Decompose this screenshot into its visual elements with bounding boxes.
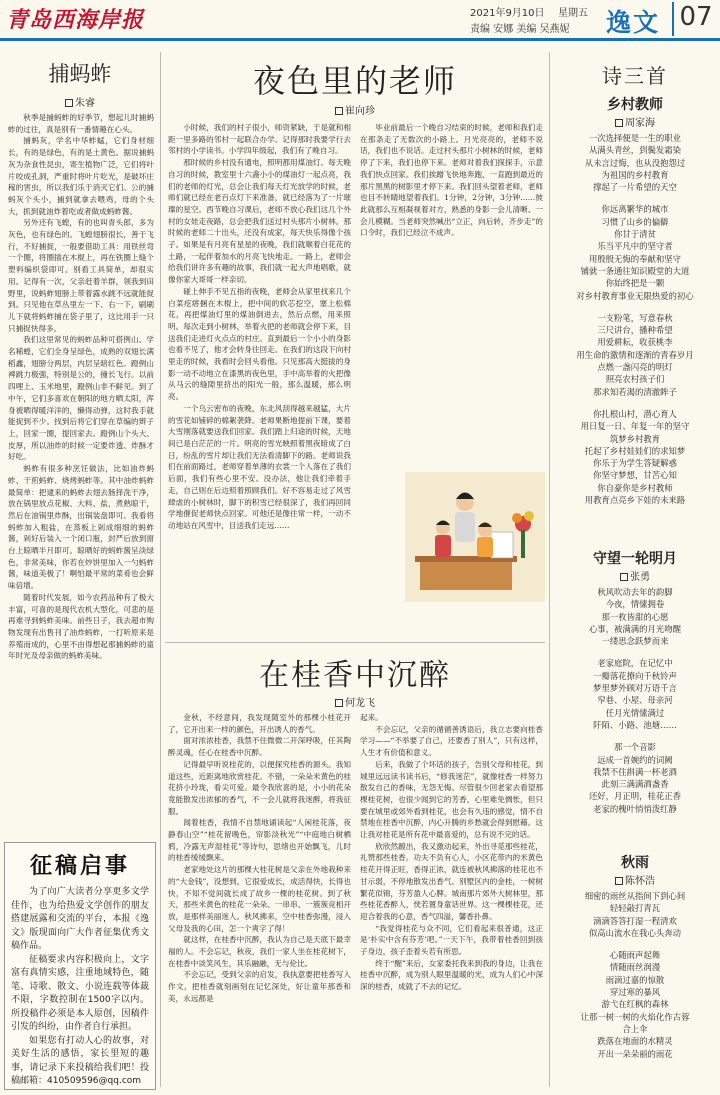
poem-line: 照亮农村孩子们	[605, 374, 665, 385]
poem-stanza	[554, 949, 716, 1060]
poem-line: 你甘于清贫	[614, 229, 656, 240]
poem-stanza	[554, 312, 716, 398]
poem-line: 你远离繁华的城市	[601, 204, 669, 215]
poem-title: 秋雨	[621, 855, 649, 871]
poem-line: 似高山流水在我心头奔动	[588, 927, 682, 938]
paragraph: 毕业前最后一个晚自习结束的时候，老师和我们走在那条走了无数次的小路上。月光亮亮的，老师不说话，我们也不说话。走过村头那片小树林的时候，老师停了下来，我们也停下来。老师对着我们探探手，示意我们快点回家。我们挨蹭飞快地奔跑，一直跑到最近的那片黑黑的树影里才停下来。我们回头望着老师，老师也目不转睛地望着我们。1分钟，2分钟，3分钟……彼此就那么互相凝视着对方，熟悉的身影一会儿清晰、一会儿模糊。当老师突然喊出“立正，向后转，齐步走”的口令时，我们已经泣不成声。	[360, 123, 543, 238]
poem-line: 那一个音影	[614, 742, 656, 753]
poem-line: 任月光情愫满过	[605, 707, 665, 718]
poem-line: 今夜，情愫拥卷	[605, 599, 665, 610]
notice-body	[5, 880, 155, 1089]
poem-line: 老家庭院，在记忆中	[597, 658, 673, 669]
poem-stanza	[554, 741, 716, 815]
poem-line: 三尺讲台，播种希望	[597, 325, 673, 336]
poem-line: 轻轻敲打青瓦	[609, 903, 661, 914]
poem-line: 托起了乡村娃娃们的求知梦	[584, 445, 686, 456]
poem-body	[554, 586, 716, 848]
paragraph: “我觉得桂花与众不同，它们看起来很普通，这正是‘朴实中含有芬芳’吧。”一天下午，我带着桂香回到孩子身边，孩子歪着头若有所思。	[360, 923, 543, 957]
poem-line: 梦里梦外顾对万语千言	[593, 683, 677, 694]
poem-line: 你乐于为学生答疑解惑	[593, 458, 677, 469]
issue-date: 2021年9月10日	[470, 8, 545, 19]
editor-credits: 责编 安娜 美编 吴燕妮	[470, 24, 570, 35]
poem-line: 用殷殷无悔的奉献和坚守	[588, 253, 682, 264]
paragraph: 闻着桂香，我情不自禁地诵读起“人闲桂花落，夜静春山空”“桂花留晚色，帘影淡秋光”“中庭地白树栖鸦，冷露无声湿桂花”等诗句，思绪也开始飘飞，儿时的桂香缓缓飘来。	[168, 818, 351, 863]
poem-line: 远成一首婉约的词阙	[597, 754, 673, 765]
section-divider	[165, 642, 545, 643]
poem-stanza	[554, 890, 716, 939]
article-author	[165, 102, 545, 117]
paragraph: 秋季是捕蚂蚱的好季节，想起儿时捕蚂蚱的过往，真是别有一番情趣在心头。	[8, 113, 154, 134]
poem-line: 还好，月正明，桂花正香	[588, 791, 682, 802]
newspaper-masthead: 青岛西海岸报	[6, 7, 145, 33]
article-body-col1	[168, 122, 351, 572]
poem-line: 心随雨声起舞	[609, 950, 661, 961]
poem-line: 细密的雨丝从指间下到心间	[584, 891, 686, 901]
poem-line: 让那一树一树的火焰化作古蓉	[580, 1011, 690, 1022]
poem-line: 用生命的激情和逐渐的青春岁月	[576, 349, 694, 360]
paragraph: 起来。	[360, 713, 383, 722]
poem-line: 乐当平凡中的坚守者	[597, 241, 673, 252]
column-divider	[160, 52, 161, 1087]
header-rule	[0, 38, 720, 41]
poem-line: 滴滴答答打湿一程清欢	[593, 915, 677, 926]
poem-stanza	[554, 586, 716, 647]
poem-line: 此刻三满满酒盏香	[601, 779, 669, 790]
page-header	[0, 0, 720, 40]
paragraph: 碰上伸手不见五指的夜晚，老师会从家里找来几个白菜疙瘩捆在木棍上，把中间的软芯挖空，塞上松棉花，再把煤油灯里的煤油倒进去，然后点燃，用来照明。每次走到小树林，举着火把的老师就会停下来，目送我们走进灯火点点的村庄。直到最后一个小小的身影也看不见了，他才会转身往回走。在我们的这段下向村里走的时候，我看时会回头看他。只见那高大挺拔的身影一动不动地立在漆黑的夜色里，手中高举着的火把像从马云的缝隙里挤出的阳光一般，那么温暖，那么明亮。	[168, 286, 351, 402]
poem-stanza	[554, 203, 716, 301]
paragraph: 小时候，我们的村子很小，师资紧缺，于是就和相距一里多路的邻村一起联合办学。记得那时我要学行去邻村的小学读书。小学四年级起，我们有了晚自习。	[168, 123, 351, 156]
paragraph: 另外还有飞蝗，有的也叫青头郎，多为灰色，也有绿色的。飞蝗翅膀很长，善于飞行，不好捕捉，一般要借助工具：用铁丝弯一个圈，将圈插在木棍上，再在铁圈上缝个塑料编织袋即可。别看工具简单，却很实用。记得有一次，父亲赶着羊群，领我到田野里，说蚂蚱翅膀上带着露水跳不远就能捉到。只见他在草丛里左一下、右一下，刷刷儿下就将蚂蚱捕在袋子里了，这比用手一只只捕捉快得多。	[8, 218, 154, 333]
paragraph: 老家地处这片的那棵大桂花树是父亲在外地栽种来的“大金钱”，没想到，它很爱成长，成活得快，长得也快，不知不觉间就长成了故乡一棵的桂花树。到了秋天，那些米黄色的桂花一朵朵、一串串、一簇簇竞相开放，是那样美丽迷人。秋风拂来，空中桂香弥漫，浸入父母及我的心田，怎一个爽字了得！	[168, 865, 351, 933]
poem-line: 窄巷、小屋、母亲河	[597, 695, 673, 706]
issue-weekday: 星期五	[558, 8, 588, 19]
poem-line: 穿过寒的暴风	[609, 987, 661, 998]
poem-line: 撑起了一片希望的天空	[593, 182, 677, 193]
author-name: 朱睿	[75, 98, 95, 109]
paragraph: 一个乌云密布的夜晚，东北风刮得越来越猛，大片的雪花如铺碎的棉絮袭降。老师果断地提前下课，要着大雪刚落就要送我们回家。我们踏上归途的时候，天地间已是白茫茫的一片。明亮的雪光映照着黑夜暗成了白日，纷乱的雪片却让我们无法看清脚下的路。老师说我们在前面路过，老师穿着单薄的衣裳一个人落在了我们后面，我们有些心里不安。没办法，他让我们牵着手走，自己则在后边照着照顾我们。好不容易走过了风雪肆虐的小树林时，脚下的积雪已经很深了，我们再回同学地催促老师快点回家。可他还是像往常一样，一动不动地站在风雪中，目送我们走远……	[168, 403, 351, 530]
poem-line: 用教育点亮乡下娃的未来路	[584, 495, 686, 506]
poem-line: 铺就一条通往知识殿堂的大道	[580, 265, 690, 276]
poem-line: 合上伞	[622, 1023, 648, 1034]
poem-line: 跌落在地面的水精灵	[597, 1036, 673, 1047]
poem-body	[554, 132, 716, 540]
paragraph: 征稿要求内容积极向上，文字富有真情实感，注重地域特色，随笔、诗歌、散文、小说连载等体裁不限，字数控制在1500字以内。所投稿件必须是本人原创，因稿件引发的纠纷，由作者自行承担。	[11, 954, 149, 1032]
poem-author	[552, 114, 718, 129]
author-name: 陈怀浩	[625, 876, 655, 887]
poem-line: 你始终把是一颗	[605, 278, 665, 289]
paragraph: 不会忘记，父亲的循循善诱语后，我立志要向桂香学习——“不举要了自己，还要香了别人”，只有这样，人生才有价值和意义。	[360, 724, 543, 758]
column-divider	[549, 52, 550, 1087]
paragraph: 金秋，不经意间，我发现随室外的那棵小桂花开了，它开出来一样的颜色，开出诱人的香气。	[168, 713, 351, 734]
paragraph: 终于“醒”来后，女家委托我来到我的身边，让我在桂香中沉醉，成为别人眼里温暖的光，成为人们心中深深的桂香，成就了不去的记忆。	[360, 958, 543, 992]
poem-stanza	[554, 408, 716, 506]
poem-line: 从未言过悔，也从没抱怨过	[584, 157, 686, 168]
poem-line: 你坚守梦想，甘苦心知	[593, 470, 677, 481]
poem-line: 对乡村教育事业无限热爱的初心	[576, 290, 694, 301]
author-name: 周家海	[625, 118, 655, 129]
poem-line: 你自豪你是乡村教师	[597, 482, 673, 493]
poem-body	[554, 890, 716, 1092]
poem-line: 老家的槐叶悄悄泼红静	[593, 803, 677, 814]
page-number: 07	[672, 2, 718, 36]
poem-stanza	[554, 657, 716, 731]
article-title: 夜色里的老师	[252, 62, 457, 100]
poem-line: 为祖国的乡村教育	[601, 169, 669, 180]
poem-line: 你扎根山村，潜心育人	[593, 408, 677, 419]
poem-line: 一支粉笔，写意春秋	[597, 312, 673, 323]
article-body-col2	[360, 712, 543, 1090]
poem-line: 习惯了山乡的偏僻	[601, 216, 669, 227]
poem-line: 秋风吹动去年的韵脚	[597, 587, 673, 597]
article-author	[165, 694, 545, 709]
poem-line: 从满头青丝，到鬓发霜染	[588, 145, 682, 156]
illustration-graphic	[405, 472, 545, 602]
article-body-col1	[168, 712, 351, 1090]
paragraph: 捕蚂灰，学名中华蚱蜢，它们身材细长，有的是绿色，有的是土黄色。据说捕蚂灰为杂食性昆虫，寄生植物广泛，它们将叶片咬成孔洞，严重时将叶片吃光，是破坏庄稼的害虫，所以我们乐于消灭它们。公的捕蚂灰个头小，捕到就拿去喂鸡，母的个头大，抓到就油炸着吃或者做成蚂蚱酱。	[8, 136, 154, 216]
paragraph: 如果您有打动人心的故事，对美好生活的感悟，家长里短的趣事，请记录下来投稿给我们吧！投稿邮箱：410509596@qq.com	[11, 1035, 149, 1086]
article-title: 捕蚂蚱	[48, 62, 112, 86]
article-body	[8, 112, 154, 834]
poem-line: 我禁不住斟满一杯老酒	[593, 766, 677, 777]
section-name: 逸文	[606, 8, 661, 37]
poem-line: 那求知若渴的清澈眸子	[593, 386, 677, 397]
poem-line: 一次选择便是一生的职业	[588, 133, 682, 143]
notice-title: 征稿启事	[29, 854, 130, 879]
paragraph: 我们这里常见的蚂蚱品种可搭例山、学名稀蝗，它们全身呈绿色，成熟的双翅长满稻鑫，翅膀分两层，内层呈暗红色。蹬例山裨跳力极强，特别是公的，撞长飞行。以前四哩上、玉米地里，蹬例山非不鲜见。到了中午，它们多喜欢在朝阳的地方晒太阳，浑身被晒得暖洋洋的，懒得动弹，这时我手就能捉到不少。找到后将它们穿在草编的辫子上，回家一圈，提回家去。蹬例山个头大、皮厚，所以油炸的时候一定要炸透、炸酥才好吃。	[8, 335, 154, 462]
paragraph: 随着时代发展，如今农药品种有了极大丰富，可喜的是现代农机大型化，可悲的是再难寻到蚂蚱美味。前些日子，我去超市购物发现有出售刊了油炸蚂蚱，一打听原来是养殖而成的，心里不由得想起那捕蚂蚱的童年时光及母亲做的蚂蚱美味。	[8, 592, 154, 661]
poem-title: 乡村教师	[607, 97, 663, 113]
paragraph: 欣欣然踱出，我又激动起来，外出寻觅那些桂花，礼赞那些桂香。功夫不负有心人，小区花带内的米黄色桂花开得正旺，香得正浓，就连被秋风拂落的桂花也不甘示弱，不停地散发出香气。别墅区内的金桂，一树树繁花似锦，芬芳盈人心脾。城南那片郊外大树林里，那些桂花香醉人，恍若置身童话世界。这一棵棵桂花，还迎合着我的心意，香气四溢，馨香扑鼻。	[360, 841, 543, 921]
paragraph: 那时候的乡村没有通电，照明都用煤油灯。每天晚自习的时候，教室里十六盏小小的煤油灯一起点亮，我们的老师的灯光，总会让我们每天灯光放学的时候，老师们就已经在老百点灯下来准备，就已经落为了一片璀璨的星空。西节晚自习课后，老师不放心我们这几个外村的女娃走夜路，总会把我们送过村头那片小树林。那时候的老师二十出头，还没有成家，每天快乐得像个孩子。如果是有月亮有星星的夜晚，我们就顺着白花花的土路，一起伴着加水的月亮飞快地走。一路上，老师会给我们讲许多有趣的故事，我们就一起大声地唱歌，就像你家大哥哥一样亲切。	[168, 158, 351, 285]
author-name: 张勇	[630, 572, 650, 583]
paragraph: 就这样，在桂香中沉醉，我认为自己是天底下最幸福的人。不会忘记，秋夜，我们一家人坐在桂花树下，在桂香中谈笑风生，其乐融融，无与伦比。	[168, 935, 351, 968]
poem-line: 雨滴过嘉的惊散	[605, 974, 665, 985]
poems-column-title: 诗三首	[602, 64, 668, 88]
poem-line: 一瓣落花撩向千秋铃声	[593, 670, 677, 681]
poem-line: 情随雨丝润漫	[609, 962, 661, 973]
poem-line: 筑梦乡村教育	[609, 433, 661, 444]
author-name: 何龙飞	[345, 698, 375, 709]
poem-line: 用爱耕耘，收获桃李	[597, 337, 673, 348]
paragraph: 后来，我做了个坏话的孩子，告别父母和桂花，到城里远远读书读书后，“修我迷茫”，就像桂香一样努力散发自己的香味，无怨无悔。尽管很少回老家去看望那棵桂花树，也很少闻到它的芳香，心里难免惆怅，但只要在城里或郊外看到桂花，也会有久违的感觉，情不自禁地在桂香中沉醉，内心升腾的乡愁就会得到慰藉。这让我对桂花是所有花中最喜爱的，总有说不完的话。	[360, 759, 543, 840]
poem-line: 阡陌、小路、池塘……	[593, 719, 677, 730]
poem-author	[552, 872, 718, 887]
paragraph: 记得最早听说桂花的，以便探究桂香的源头。我知道这些，近距离地欣赏桂花。不错，一朵朵米黄色的桂花挤小玲珑，看尖可爱。最令我欣喜的是，小小的花朵竟能散发出浓郁的香气，不一会儿就将我迷醉，将我征服。	[168, 759, 351, 816]
author-name: 崔向珍	[345, 106, 375, 117]
paragraph: 面对浓浓桂香，我禁不住微微二开深呼吸，任其陶醉灵魂，任心在桂香中沉醉。	[168, 736, 351, 758]
poem-stanza	[554, 132, 716, 193]
article-author	[0, 94, 160, 109]
poem-line: 一缕思念跃梦而来	[601, 636, 669, 647]
paragraph: 蚂蚱有很多种烹饪做法，比如油炸蚂蚱、干煎蚂蚱、烧烤蚂蚱等。其中油炸蚂蚱最简单：把逮来的蚂蚱去翅去肠择洗干净，放在锅里放点花椒、大料、盐，煮熟晾干，然后在油锅里炸酥，出锅装盘即可。我看将蚂蚱加入粗盐，在蒸板上剁成细细的蚂蚱酱，剁好后装入一个闭口瓶，封严后放到窗台上晾晒半月即可。晾晒好的蚂蚱酱呈淡绿色，非常美味，你若在炒饼里加入一勺蚂蚱酱，味道美极了！啊怕最平常的菜肴也会鲜味倍增。	[8, 464, 154, 591]
article-title: 在桂香中沉醉	[259, 658, 451, 693]
poem-line: 开出一朵朵丽的雨花	[597, 1048, 673, 1059]
poem-line: 点燃一盏闪亮的明灯	[597, 362, 673, 373]
paragraph: 为了向广大读者分享更多文学佳作，也为给热爱文学创作的朋友搭建展露和交流的平台，本报《逸文》版现面向广大作者征集优秀文稿作品。	[11, 887, 149, 951]
poem-line: 用日复一日、年复一年的坚守	[580, 421, 690, 432]
poem-line: 心事，被满满的月光吻醒	[588, 623, 682, 634]
paragraph: 不会忘记，受到父亲的启发，我执意要把桂香写入作文，把桂香就刻画刻在记忆深处，好让童年那香和美，永远都是	[168, 970, 351, 1003]
poem-line: 游弋在红枫的森林	[601, 999, 669, 1010]
submission-notice	[4, 842, 156, 1090]
poem-author	[552, 568, 718, 583]
poem-line: 那一枚皆甜的心愿	[601, 611, 669, 622]
article-body-col2	[360, 122, 543, 502]
poem-title: 守望一轮明月	[593, 551, 677, 567]
teacher-and-students-illustration	[405, 472, 545, 602]
